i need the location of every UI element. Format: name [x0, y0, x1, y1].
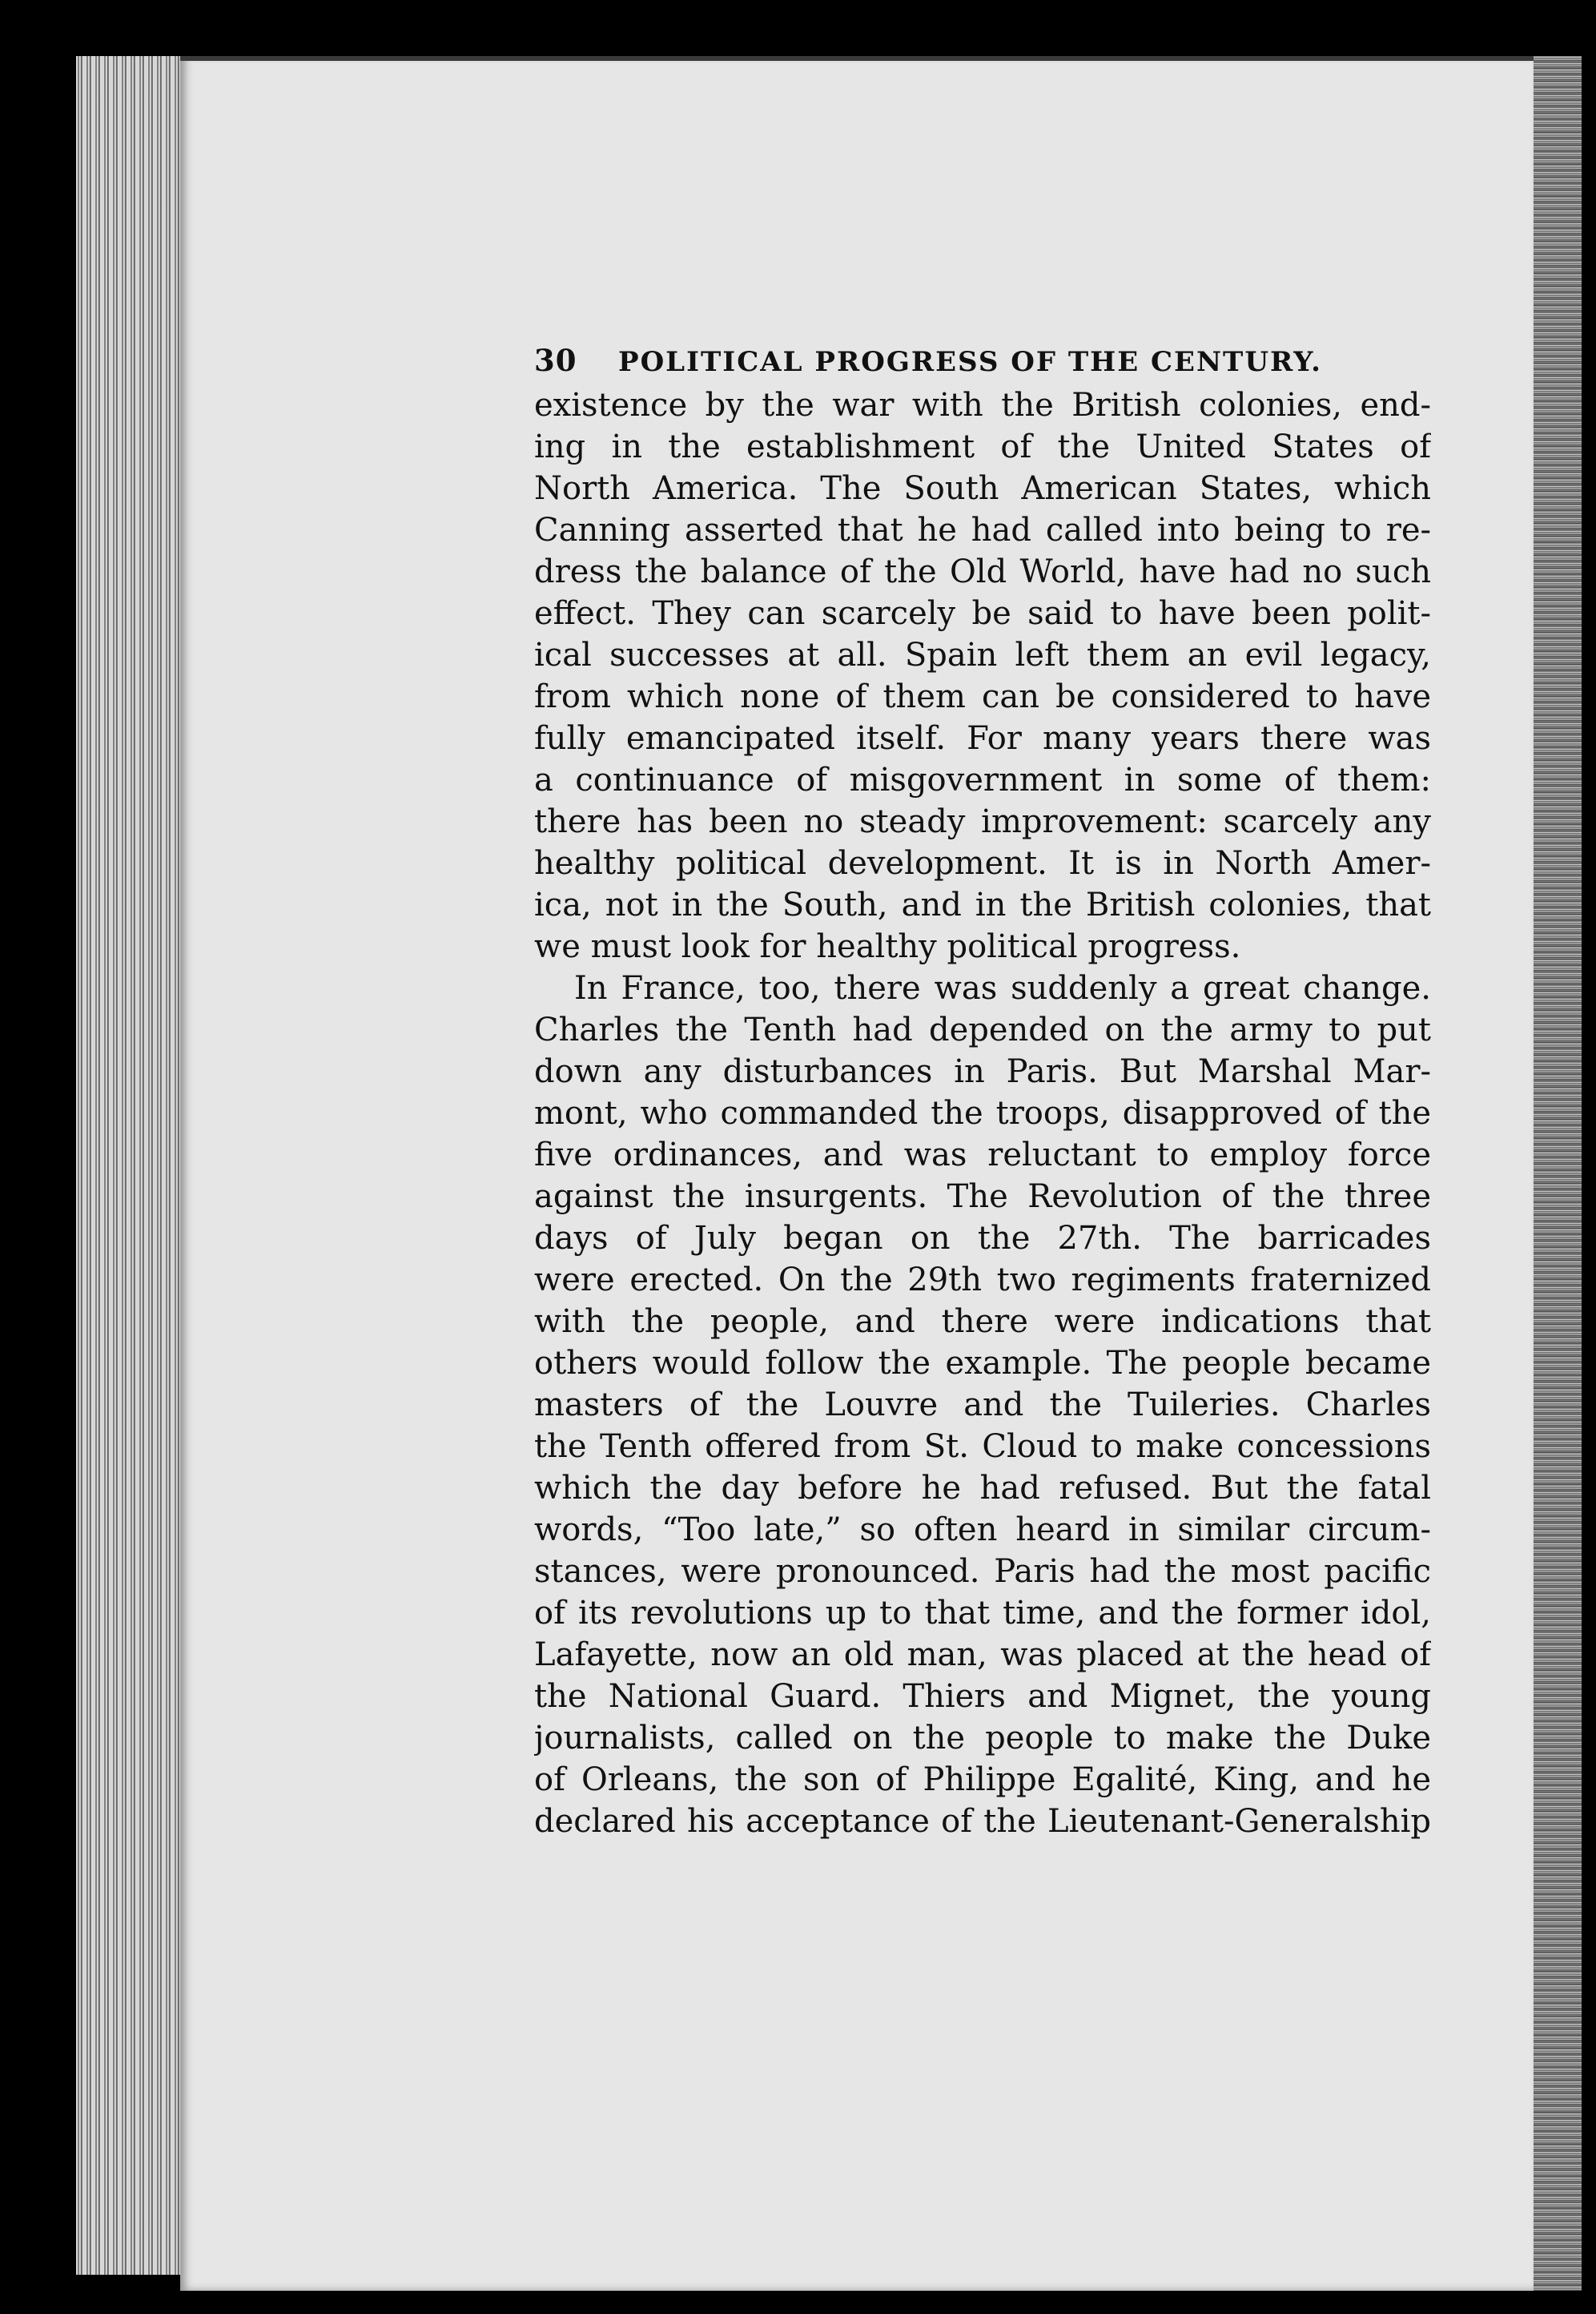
- text-line: Charles the Tenth had depended on the army to put: [534, 1012, 1431, 1048]
- text-line: a continuance of misgovernment in some of them:: [534, 762, 1431, 799]
- page-number: 30: [534, 343, 577, 378]
- text-line: which the day before he had refused. But the fatal: [534, 1470, 1431, 1507]
- running-head: [534, 343, 1431, 384]
- page-top-edge: [180, 56, 1534, 61]
- text-line: of Orleans, the son of Philippe Egalité, King, and he: [534, 1761, 1431, 1798]
- text-line: with the people, and there were indications that: [534, 1303, 1431, 1340]
- text-line: North America. The South American States, which: [534, 470, 1431, 507]
- paragraph-end-line: we must look for healthy political progress.: [534, 928, 1241, 965]
- text-line: Lafayette, now an old man, was placed at the head of: [534, 1636, 1431, 1673]
- text-line: ical successes at all. Spain left them an evil legacy,: [534, 637, 1431, 674]
- text-line: five ordinances, and was reluctant to employ force: [534, 1137, 1431, 1173]
- text-line: the National Guard. Thiers and Mignet, the young: [534, 1678, 1431, 1715]
- running-title: POLITICAL PROGRESS OF THE CENTURY.: [618, 346, 1322, 378]
- text-line: declared his acceptance of the Lieutenant-Generalship: [534, 1803, 1431, 1840]
- text-line: masters of the Louvre and the Tuileries. Charles: [534, 1386, 1431, 1423]
- book-left-page-edges: [76, 56, 188, 2275]
- text-line: existence by the war with the British colonies, end-: [534, 387, 1431, 424]
- text-line: were erected. On the 29th two regiments fraternized: [534, 1262, 1431, 1298]
- paragraph-start-line: In France, too, there was suddenly a great change.: [574, 970, 1431, 1007]
- text-line: ica, not in the South, and in the British colonies, that: [534, 887, 1431, 924]
- page-text-block: [534, 343, 1431, 1842]
- text-line: from which none of them can be considered to have: [534, 678, 1431, 715]
- text-line: of its revolutions up to that time, and the former idol,: [534, 1595, 1431, 1632]
- text-line: others would follow the example. The people became: [534, 1345, 1431, 1382]
- text-line: healthy political development. It is in North Amer-: [534, 845, 1431, 882]
- text-line: down any disturbances in Paris. But Marshal Mar-: [534, 1053, 1431, 1090]
- text-line: words, “Too late,” so often heard in similar circum-: [534, 1511, 1431, 1548]
- text-line: the Tenth offered from St. Cloud to make concessions: [534, 1428, 1431, 1465]
- text-line: effect. They can scarcely be said to have been polit-: [534, 595, 1431, 632]
- text-line: dress the balance of the Old World, have had no such: [534, 553, 1431, 590]
- text-line: there has been no steady improvement: scarcely any: [534, 803, 1431, 840]
- text-line: days of July began on the 27th. The barricades: [534, 1220, 1431, 1257]
- text-line: stances, were pronounced. Paris had the most pacific: [534, 1553, 1431, 1590]
- text-line: Canning asserted that he had called into being to re-: [534, 512, 1431, 549]
- text-line: fully emancipated itself. For many years there was: [534, 720, 1431, 757]
- text-line: mont, who commanded the troops, disapproved of the: [534, 1095, 1431, 1132]
- text-line: against the insurgents. The Revolution of the three: [534, 1178, 1431, 1215]
- text-line: journalists, called on the people to make the Duke: [534, 1720, 1431, 1757]
- book-right-page-edges: [1526, 56, 1582, 2291]
- text-line: ing in the establishment of the United States of: [534, 429, 1431, 465]
